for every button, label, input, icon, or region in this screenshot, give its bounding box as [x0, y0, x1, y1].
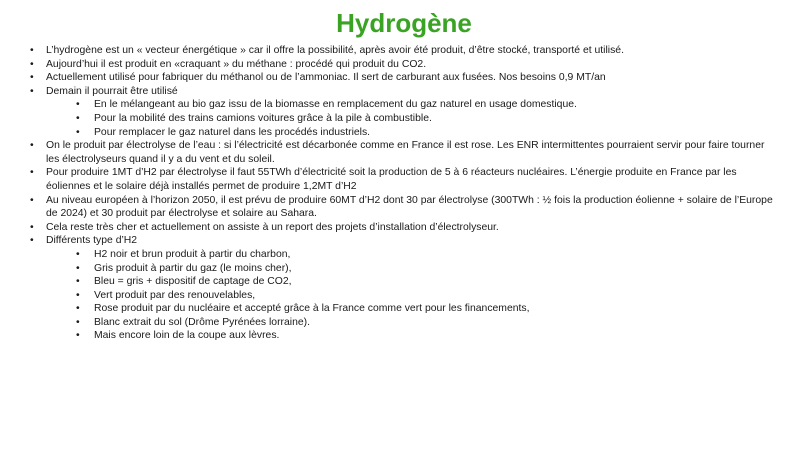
bullet-text: Demain il pourrait être utilisé: [46, 85, 178, 97]
bullet-item: • Pour produire 1MT d’H2 par électrolyse il faut 55TWh d’électricité soit la production de 5 à 6 réacteurs nucléaires. L’énergie produite en France par les éoliennes et le solaire déjà installés permet de produire 1,2MT d’H2: [30, 166, 778, 193]
sub-bullet-item: • Rose produit par du nucléaire et accepté grâce à la France comme vert pour les financements,: [46, 302, 778, 316]
bullet-item: • Aujourd’hui il est produit en «craquant » du méthane : procédé qui produit du CO2.: [30, 58, 778, 72]
bullet-list: [30, 44, 778, 343]
bullet-item: • Actuellement utilisé pour fabriquer du méthanol ou de l’ammoniac. Il sert de carburant aux fusées. Nos besoins 0,9 MT/an: [30, 71, 778, 85]
bullet-item: • Au niveau européen à l’horizon 2050, il est prévu de produire 60MT d’H2 dont 30 par électrolyse (300TWh : ½ fois la production éolienne + solaire de l’Europe de 2024) et 30 produit par électrolyse et solaire au Sahara.: [30, 194, 778, 221]
bullet-item-demain: [30, 85, 778, 139]
bullet-item: • L’hydrogène est un « vecteur énergétique » car il offre la possibilité, après avoir été produit, d’être stocké, transporté et utilisé.: [30, 44, 778, 58]
sub-bullet-item: • Bleu = gris + dispositif de captage de CO2,: [46, 275, 778, 289]
sub-bullet-item: • Pour la mobilité des trains camions voitures grâce à la pile à combustible.: [46, 112, 778, 126]
sub-bullet-item: • Blanc extrait du sol (Drôme Pyrénées lorraine).: [46, 316, 778, 330]
slide-title: Hydrogène: [336, 8, 472, 38]
sub-bullet-item: • En le mélangeant au bio gaz issu de la biomasse en remplacement du gaz naturel en usage domestique.: [46, 98, 778, 112]
sub-bullet-item: • Pour remplacer le gaz naturel dans les procédés industriels.: [46, 126, 778, 140]
sub-bullet-item: • H2 noir et brun produit à partir du charbon,: [46, 248, 778, 262]
bullet-item: • Cela reste très cher et actuellement on assiste à un report des projets d’installation d’électrolyseur.: [30, 221, 778, 235]
bullet-item-types: [30, 234, 778, 343]
bullet-item: • On le produit par électrolyse de l’eau : si l’électricité est décarbonée comme en France il est rose. Les ENR intermittentes pourraient servir pour faire tourner les électrolyseurs quand il y a du vent et du soleil.: [30, 139, 778, 166]
sub-bullet-item: • Mais encore loin de la coupe aux lèvres.: [46, 329, 778, 343]
sub-bullet-list-demain: [46, 98, 778, 139]
sub-bullet-item: • Gris produit à partir du gaz (le moins cher),: [46, 262, 778, 276]
bullet-text: Différents type d’H2: [46, 235, 138, 247]
sub-bullet-list-types: [46, 248, 778, 343]
sub-bullet-item: • Vert produit par des renouvelables,: [46, 289, 778, 303]
